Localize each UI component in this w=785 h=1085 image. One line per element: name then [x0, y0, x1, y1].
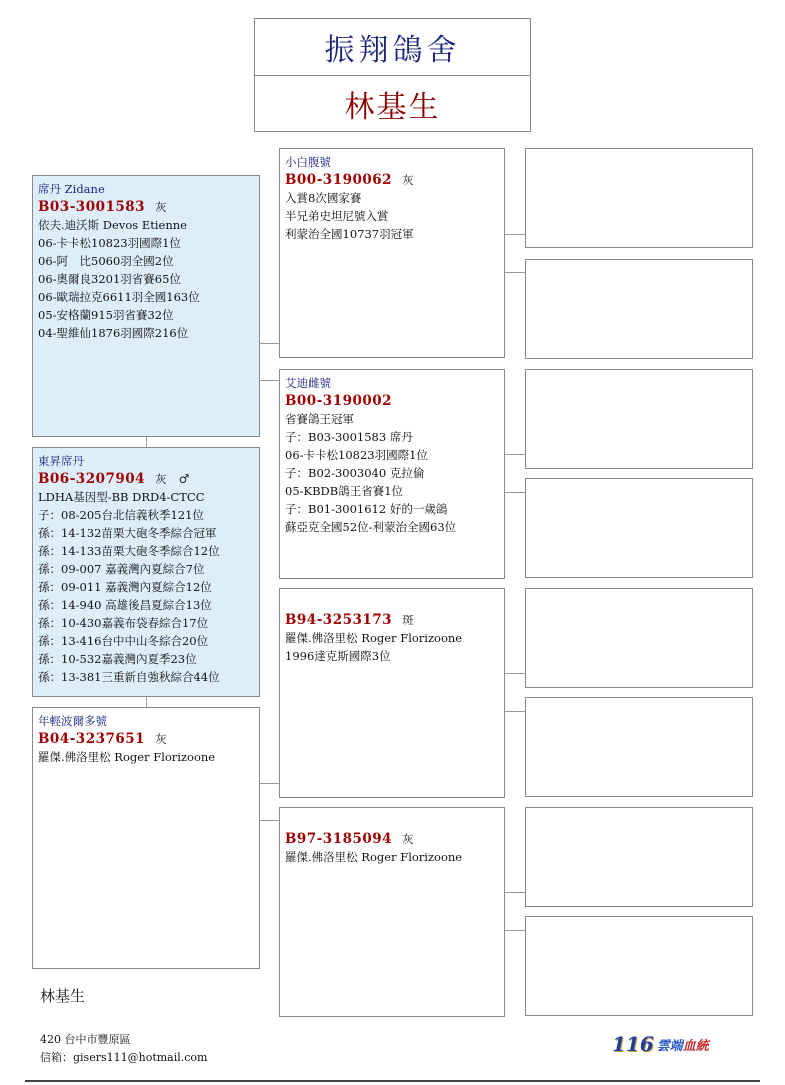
- pigeon-name: 小白腹號: [285, 155, 331, 169]
- ring-number: B94-3253173: [285, 612, 393, 628]
- connector: [259, 783, 279, 784]
- logo-text-a: 雲端: [656, 1038, 683, 1054]
- ring-number: B06-3207904: [38, 471, 146, 487]
- pigeon-color: 斑: [402, 613, 414, 627]
- pigeon-card-gen3-empty: [525, 259, 753, 359]
- logo-number: 116: [612, 1032, 654, 1056]
- brand-logo: [612, 1030, 709, 1058]
- pedigree-line: 半兄弟史坦尼號入賞: [285, 209, 389, 223]
- footer-email: 信箱：gisers111@hotmail.com: [40, 1051, 208, 1064]
- pedigree-line: 05-安格蘭915羽省賽32位: [38, 308, 174, 322]
- pigeon-name: 席丹 Zidane: [38, 182, 105, 196]
- pigeon-color: 灰: [402, 832, 414, 846]
- pedigree-line: 子：B03-3001583 席丹: [285, 430, 413, 444]
- pigeon-color: 灰: [155, 472, 167, 486]
- pigeon-color: 灰: [155, 732, 167, 746]
- pedigree-line: 孫：09-011 嘉義灣內夏綜合12位: [38, 580, 212, 594]
- pigeon-card-gen2-1: [279, 148, 505, 358]
- pigeon-card-gen3-empty: [525, 807, 753, 907]
- header-box: [254, 18, 531, 132]
- ring-number: B97-3185094: [285, 831, 393, 847]
- male-sex-icon: ♂: [178, 472, 190, 486]
- connector: [505, 673, 525, 674]
- pigeon-name: 東昇席丹: [38, 454, 84, 468]
- pedigree-line: 子：B01-3001612 好的一歲鴿: [285, 502, 448, 516]
- connector: [259, 380, 279, 381]
- pigeon-name: 年輕波爾多號: [38, 714, 107, 728]
- connector: [505, 454, 525, 455]
- pedigree-line: LDHA基因型-BB DRD4-CTCC: [38, 490, 205, 504]
- pedigree-line: 孫：13-416台中中山冬綜合20位: [38, 634, 209, 648]
- pedigree-line: 蘇亞克全國52位-利蒙治全國63位: [285, 520, 457, 534]
- pigeon-card-third: [32, 707, 260, 969]
- connector: [505, 272, 525, 273]
- pedigree-line: 孫：10-430嘉義布袋春綜合17位: [38, 616, 209, 630]
- pedigree-line: 06-奧爾良3201羽省賽65位: [38, 272, 181, 286]
- pedigree-line: 06-卡卡松10823羽國際1位: [285, 448, 428, 462]
- connector: [146, 697, 147, 707]
- pigeon-color: 灰: [155, 200, 167, 214]
- pigeon-card-gen3-empty: [525, 148, 753, 248]
- pedigree-line: 省賽鴿王冠軍: [285, 412, 354, 426]
- pedigree-line: 1996達克斯國際3位: [285, 649, 391, 663]
- connector: [259, 820, 279, 821]
- pedigree-line: 06-歐瑞拉克6611羽全國163位: [38, 290, 200, 304]
- pedigree-line: 04-聖維仙1876羽國際216位: [38, 326, 189, 340]
- pedigree-line: 依夫.迪沃斯 Devos Etienne: [38, 218, 187, 232]
- pigeon-card-gen3-empty: [525, 916, 753, 1016]
- pigeon-color: 灰: [402, 173, 414, 187]
- pedigree-line: 06-阿 比5060羽全國2位: [38, 254, 174, 268]
- owner-name: 林基生: [344, 90, 441, 125]
- connector: [505, 711, 525, 712]
- pedigree-line: 05-KBDB鴿王省賽1位: [285, 484, 404, 498]
- connector: [146, 437, 147, 447]
- footer-address: 420 台中市豐原區: [40, 1033, 131, 1046]
- pigeon-card-gen3-empty: [525, 369, 753, 469]
- pedigree-line: 孫：14-133苗栗大砲冬季綜合12位: [38, 544, 220, 558]
- pedigree-line: 羅傑.佛洛里松 Roger Florizoone: [285, 631, 463, 645]
- footer-owner: 林基生: [40, 987, 86, 1005]
- pedigree-line: 孫：09-007 嘉義灣內夏綜合7位: [38, 562, 205, 576]
- connector: [259, 343, 279, 344]
- pigeon-card-second: [32, 447, 260, 697]
- pigeon-card-gen2-3: [279, 588, 505, 798]
- pedigree-line: 子：08-205台北信義秋季121位: [38, 508, 204, 522]
- connector: [505, 234, 525, 235]
- connector: [505, 492, 525, 493]
- ring-number: B00-3190002: [285, 393, 393, 409]
- pedigree-line: 06-卡卡松10823羽國際1位: [38, 236, 181, 250]
- ring-number: B04-3237651: [38, 731, 146, 747]
- pigeon-card-gen2-2: [279, 369, 505, 579]
- ring-number: B03-3001583: [38, 199, 146, 215]
- loft-name: 振翔鴿舍: [255, 19, 530, 76]
- pigeon-name: 艾迪雌號: [285, 376, 331, 390]
- bottom-divider: [25, 1080, 760, 1082]
- pigeon-card-gen2-4: [279, 807, 505, 1017]
- pigeon-card-subject: [32, 175, 260, 437]
- pedigree-line: 羅傑.佛洛里松 Roger Florizoone: [38, 750, 216, 764]
- pigeon-card-gen3-empty: [525, 478, 753, 578]
- pedigree-line: 羅傑.佛洛里松 Roger Florizoone: [285, 850, 463, 864]
- pedigree-line: 入賞8次國家賽: [285, 191, 362, 205]
- ring-number: B00-3190062: [285, 172, 393, 188]
- connector: [505, 892, 525, 893]
- pedigree-line: 孫：14-940 高雄後昌夏綜合13位: [38, 598, 212, 612]
- connector: [505, 930, 525, 931]
- pedigree-line: 孫：14-132苗栗大砲冬季綜合冠軍: [38, 526, 217, 540]
- pedigree-line: 孫：13-381三重新自強秋綜合44位: [38, 670, 220, 684]
- pigeon-card-gen3-empty: [525, 588, 753, 688]
- pigeon-card-gen3-empty: [525, 697, 753, 797]
- pedigree-line: 子：B02-3003040 克拉倫: [285, 466, 425, 480]
- logo-text-b: 血統: [682, 1038, 709, 1054]
- pedigree-line: 利蒙治全國10737羽冠軍: [285, 227, 414, 241]
- pedigree-line: 孫：10-532嘉義灣內夏季23位: [38, 652, 197, 666]
